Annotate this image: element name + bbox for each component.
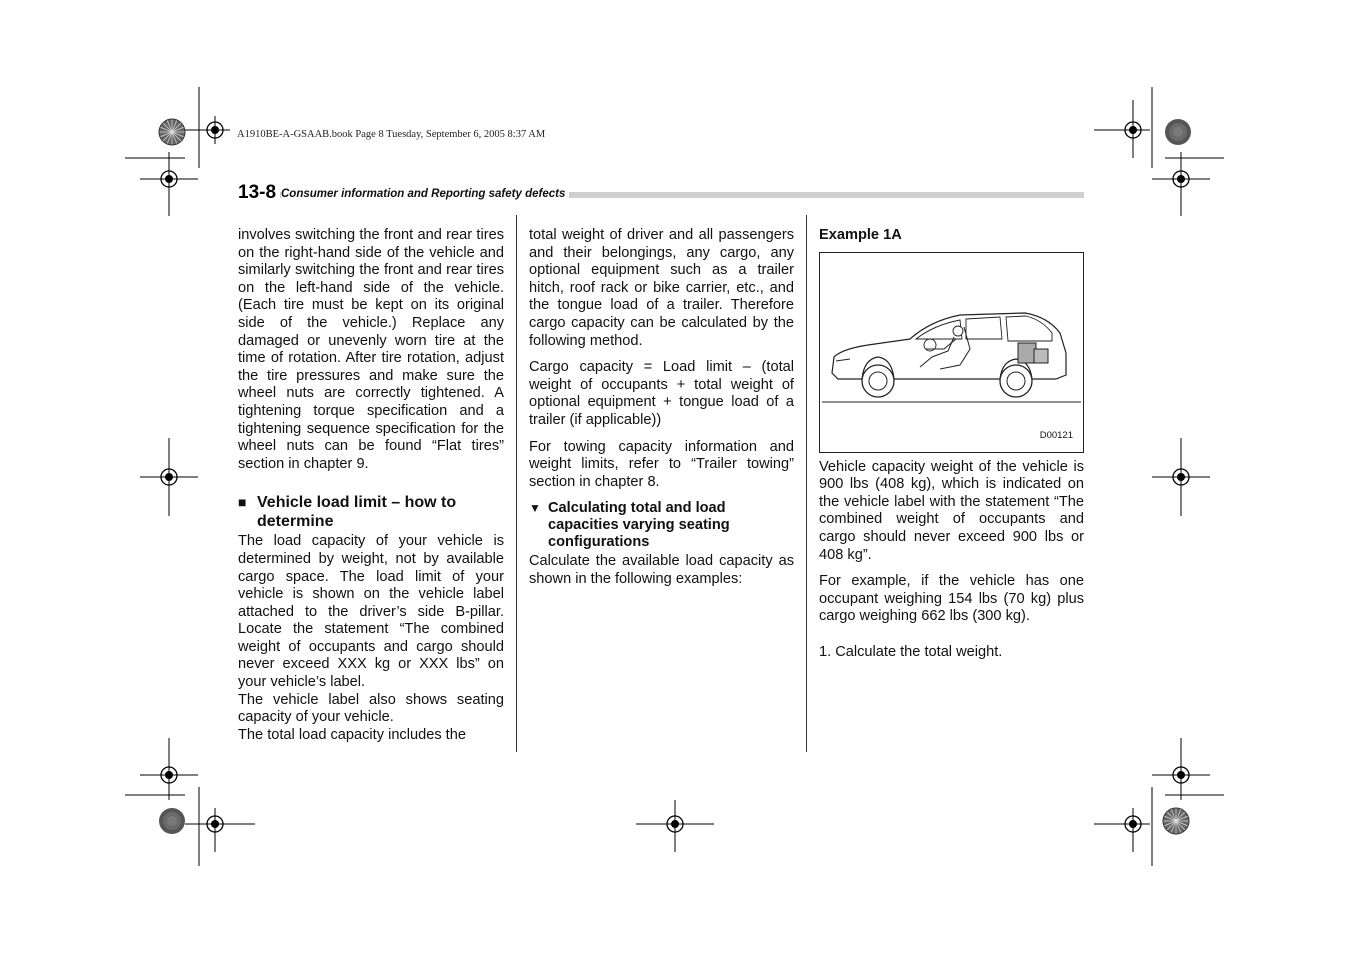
column-2 — [529, 227, 794, 589]
paragraph: The total load capacity includes the — [238, 726, 466, 743]
figure-code: D00121 — [1039, 430, 1073, 441]
section-title: Consumer information and Reporting safety defects — [281, 188, 569, 200]
numbered-step: 1. Calculate the total weight. — [819, 643, 1003, 660]
column-divider — [806, 215, 807, 752]
file-info: A1910BE-A-GSAAB.book Page 8 Tuesday, September 6, 2005 8:37 AM — [237, 129, 546, 140]
column-divider — [516, 215, 517, 752]
subsection-heading — [238, 493, 504, 531]
triangle-bullet-icon: ▼ — [529, 501, 541, 516]
example-title: Example 1A — [819, 227, 902, 243]
car-illustration-icon — [820, 253, 1083, 452]
paragraph: Calculate the available load capacity as shown in the following examples: — [529, 553, 794, 587]
page-number: 13-8 — [238, 182, 279, 204]
column-3 — [819, 227, 1084, 671]
paragraph: The load capacity of your vehicle is determined by weight, not by available cargo space. The load limit of your vehicle is shown on the vehicle label attached to the driver’s side B-pillar. Locate the statement “The combined weight of occupants and cargo should never exceed XXX kg or XXX lbs” on your vehicle’s label. — [238, 533, 504, 691]
paragraph: The vehicle label also shows seating capacity of your vehicle. — [238, 691, 504, 726]
paragraph: For towing capacity information and weight limits, refer to “Trailer towing” section in chapter 8. — [529, 438, 794, 490]
figure — [819, 252, 1084, 453]
paragraph: involves switching the front and rear tires on the right-hand side of the vehicle and similarly switching the front and rear tires on the left-hand side of the vehicle. (Each tire must be kept on its original side of the vehicle.) Replace any damaged or unevenly worn tire at the time of rotation. After tire rotation, adjust the tire pressures and make sure the wheel nuts are correctly tightened. A tightening torque specification and a tightening sequence specification for the wheel nuts can be found “Flat tires” section in chapter 9. — [238, 227, 504, 472]
paragraph: Cargo capacity = Load limit – (total weight of occupants + total weight of optional equipment + tongue load of a trailer (if applicable)) — [529, 359, 794, 428]
subsection-heading — [529, 500, 794, 551]
heading-text: Calculating total and load capacities varying seating configurations — [548, 500, 730, 551]
paragraph: total weight of driver and all passengers and their belongings, any cargo, any optional equipment such as a trailer hitch, roof rack or bike carrier, etc., and the tongue load of a trailer. Therefore cargo capacity can be calculated by the following method. — [529, 227, 794, 349]
heading-text: Vehicle load limit – how to determine — [257, 494, 457, 531]
paragraph: Vehicle capacity weight of the vehicle is 900 lbs (408 kg), which is indicated on the vehicle label with the statement “The combined weight of occupants and cargo should never exceed 900 lbs or 408 kg”. — [819, 458, 1084, 563]
square-bullet-icon: ■ — [238, 494, 247, 511]
paragraph: For example, if the vehicle has one occupant weighing 154 lbs (70 kg) plus cargo weighing 662 lbs (300 kg). — [819, 573, 1084, 625]
column-1 — [238, 227, 504, 744]
